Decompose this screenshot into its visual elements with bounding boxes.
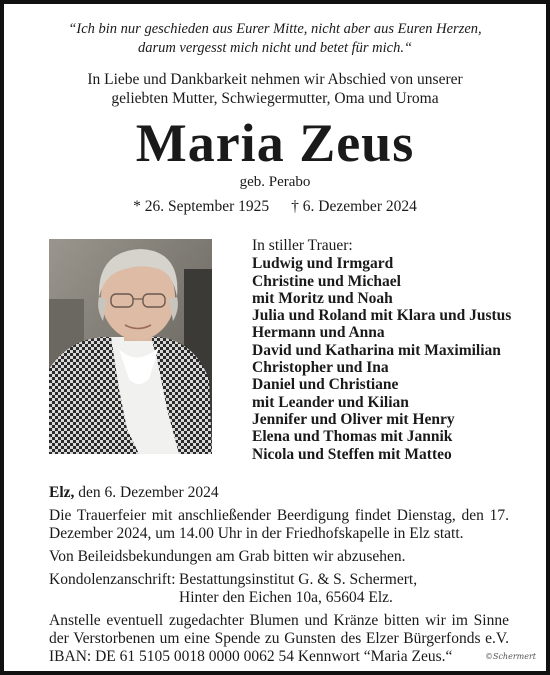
place-date-line <box>49 484 509 502</box>
portrait-photo <box>49 239 212 454</box>
mourner-row: Julia und Roland mit Klara und Justus <box>252 307 512 325</box>
mourner-row: Christine und Michael <box>252 272 401 290</box>
mourner-row: Nicola und Steffen mit Matteo <box>252 445 452 463</box>
condolence-label: Kondolenzanschrift: <box>49 571 176 588</box>
condolence-line-1: Bestattungsinstitut G. & S. Schermert, <box>179 571 418 588</box>
place: Elz, <box>49 484 75 501</box>
maiden-name: geb. Perabo <box>239 174 311 190</box>
life-dates <box>4 198 546 216</box>
condolence-line-2: Hinter den Eichen 10a, 65604 Elz. <box>179 589 393 606</box>
mourner-row: Daniel und Christiane <box>252 376 399 394</box>
mourners-list <box>252 237 511 463</box>
condolence-address-lines <box>179 571 417 607</box>
intro-text <box>4 70 546 108</box>
publisher-signature: ©Schermert <box>484 652 536 661</box>
intro-line-2: geliebten Mutter, Schwiegermutter, Oma und Uroma <box>111 90 439 107</box>
condolence-note: Von Beileidsbekundungen am Grab bitten wir abzusehen. <box>49 548 406 565</box>
mourner-row: Ludwig und Irmgard <box>252 255 394 273</box>
mourner-row: Jennifer und Oliver mit Henry <box>252 410 455 428</box>
portrait-image <box>49 239 212 454</box>
funeral-info: Die Trauerfeier mit anschließender Beerdigung findet Dienstag, den 17. Dezember 2024, um 14.00 Uhr in der Friedhofskapelle in Elz statt. <box>49 507 509 542</box>
death-date: † 6. Dezember 2024 <box>291 198 417 215</box>
mourner-row: Hermann und Anna <box>252 324 385 342</box>
notice-details <box>49 484 509 666</box>
mourner-row: Christopher und Ina <box>252 359 389 377</box>
mourner-row: mit Leander und Kilian <box>252 393 409 411</box>
donation-info: Anstelle eventuell zugedachter Blumen und Kränze bitten wir im Sinne der Verstorbenen um eine Spende zu Gunsten des Elzer Bürgerfonds e.V. IBAN: DE 61 5105 0018 0000 0062 54 Kennwort “Maria Zeus.“ <box>49 612 509 665</box>
mourner-row: Elena und Thomas mit Jannik <box>252 428 453 446</box>
intro-line-1: In Liebe und Dankbarkeit nehmen wir Abschied von unserer <box>87 71 463 88</box>
birth-date: * 26. September 1925 <box>133 198 270 215</box>
mourner-row: David und Katharina mit Maximilian <box>252 341 501 359</box>
mourner-row: mit Moritz und Noah <box>252 289 393 307</box>
quote-line-2: darum vergesst mich nicht und betet für mich.“ <box>137 40 413 56</box>
quote <box>4 20 546 58</box>
notice-date: den 6. Dezember 2024 <box>78 484 219 501</box>
quote-line-1: “Ich bin nur geschieden aus Eurer Mitte, nicht aber aus Euren Herzen, <box>68 21 482 37</box>
mourners-lead: In stiller Trauer: <box>252 237 353 254</box>
condolence-address <box>49 571 509 607</box>
deceased-name: Maria Zeus <box>135 113 415 173</box>
